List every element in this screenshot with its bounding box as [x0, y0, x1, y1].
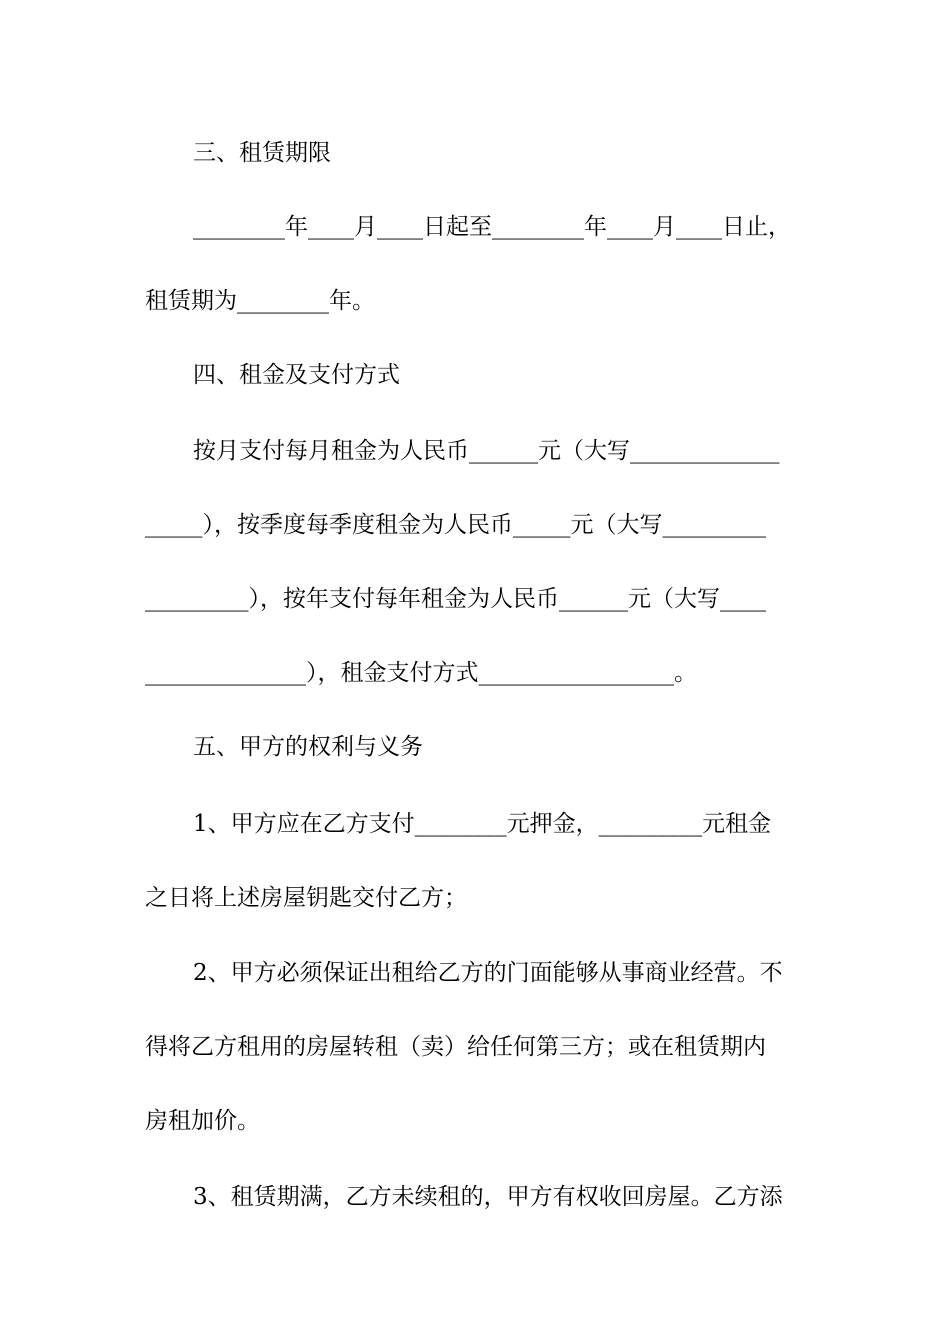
paragraph-line: _________），按年支付每年租金为人民币______元（大写____: [145, 586, 766, 612]
paragraph-line: 得将乙方租用的房屋转租（卖）给任何第三方；或在租赁期内: [145, 1034, 766, 1060]
paragraph-line: 租赁期为________年。: [145, 288, 375, 314]
paragraph-line: 房租加价。: [145, 1108, 260, 1134]
paragraph-line: 2、甲方必须保证出租给乙方的门面能够从事商业经营。不: [193, 960, 783, 986]
section-heading-rent-payment: 四、租金及支付方式: [193, 362, 400, 388]
paragraph-line: 1、甲方应在乙方支付________元押金，_________元租金: [193, 811, 772, 837]
paragraph-line: 按月支付每月租金为人民币______元（大写_____________: [193, 438, 780, 464]
paragraph-line: ______________），租金支付方式_________________。: [145, 660, 697, 686]
paragraph-line: 之日将上述房屋钥匙交付乙方；: [145, 885, 467, 911]
paragraph-line: _____），按季度每季度租金为人民币_____元（大写_________: [145, 512, 766, 538]
section-heading-lease-term: 三、租赁期限: [193, 140, 331, 166]
section-heading-party-a-rights: 五、甲方的权利与义务: [193, 734, 423, 760]
paragraph-line: ________年____月____日起至________年____月____日止，: [193, 214, 791, 240]
paragraph-line: 3、租赁期满，乙方未续租的，甲方有权收回房屋。乙方添: [193, 1184, 783, 1210]
